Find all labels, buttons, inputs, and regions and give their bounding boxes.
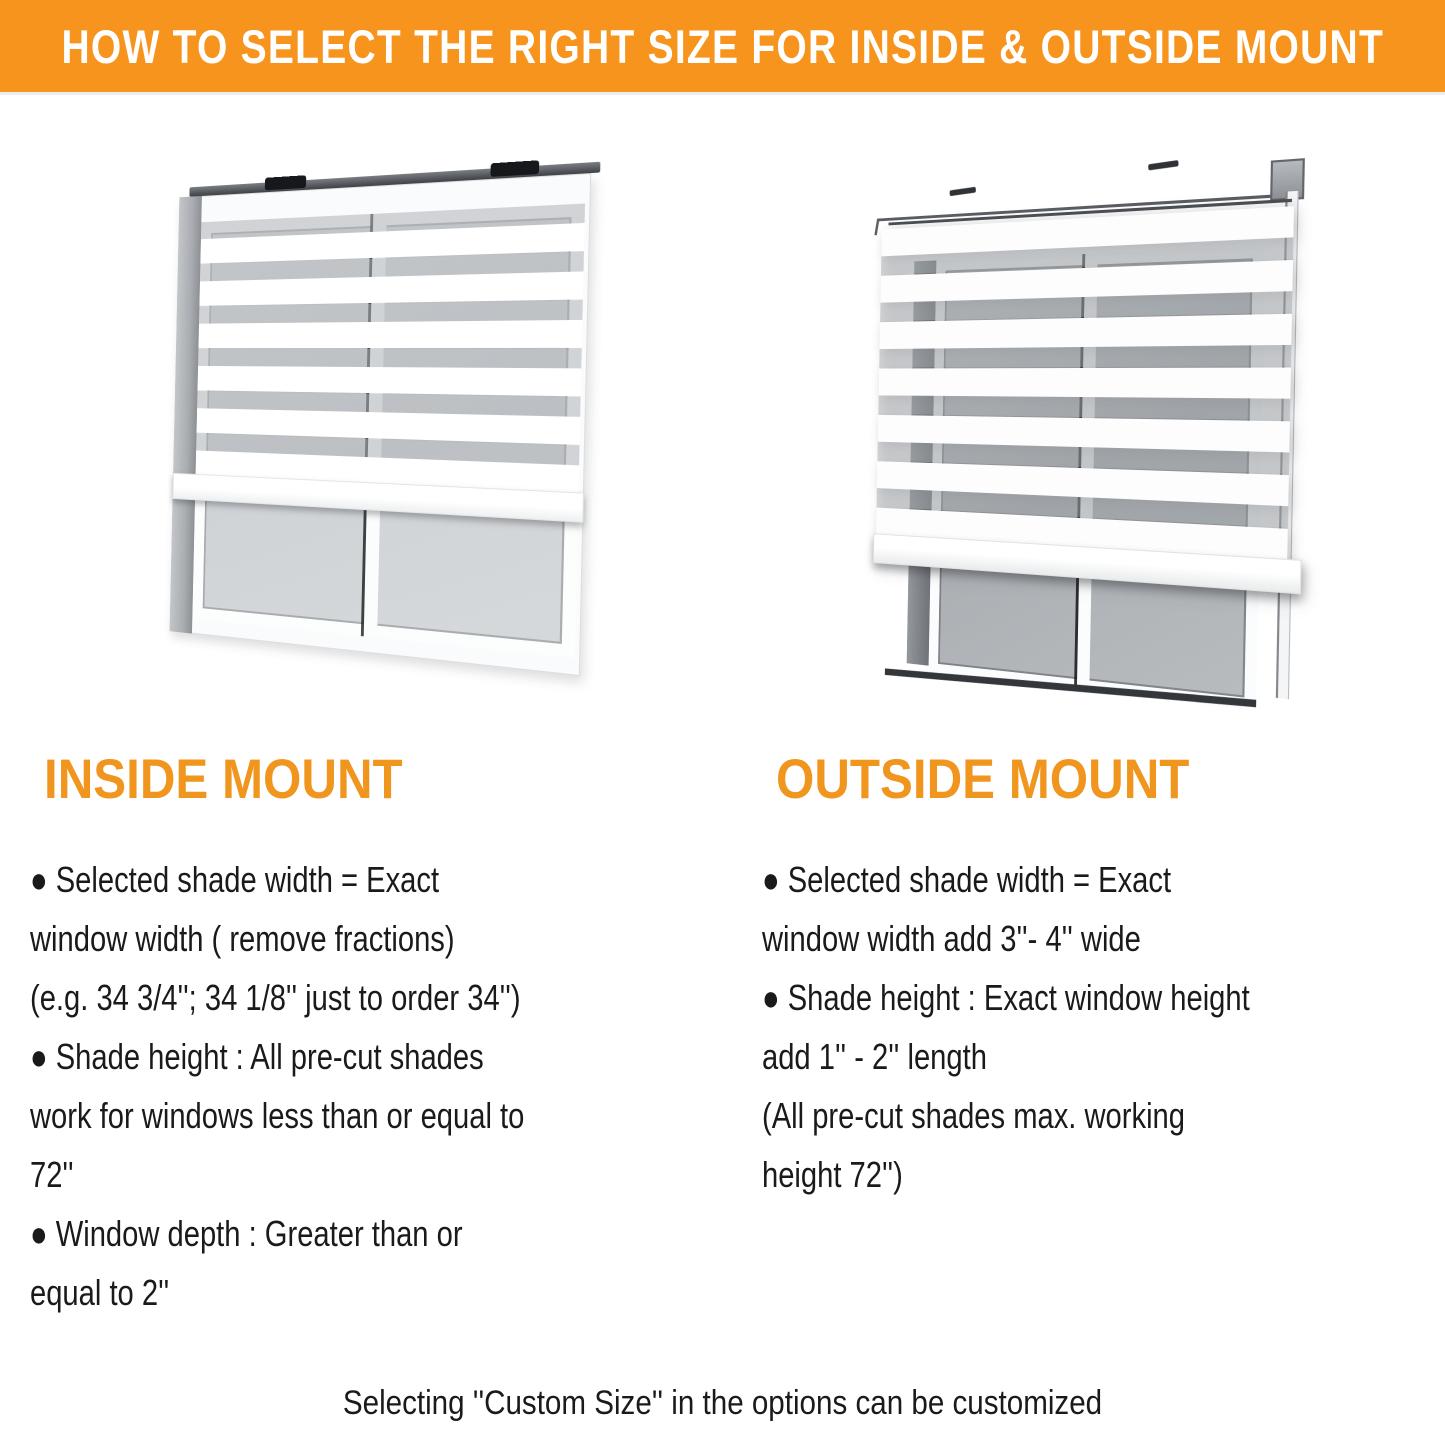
wall-screw-mark-icon <box>950 187 976 196</box>
inside-mount-window <box>170 158 592 676</box>
zebra-shade-stripes <box>196 204 585 495</box>
inside-mount-illustration <box>150 172 580 652</box>
bullet-line: window width add 3''- 4'' wide <box>762 918 1141 959</box>
bullet-line: ● Window depth : Greater than or <box>30 1213 463 1254</box>
outside-mount-section <box>762 747 1432 1204</box>
bullet-line: work for windows less than or equal to <box>30 1095 525 1136</box>
wall-screw-mark-icon <box>1148 160 1178 170</box>
custom-size-note: Selecting ''Custom Size'' in the options can be customized <box>342 1384 1103 1422</box>
outside-mount-bullets <box>762 850 1432 1204</box>
bullet-line: ● Shade height : Exact window height <box>762 977 1250 1018</box>
mount-clip-icon <box>490 160 539 177</box>
outside-mount-heading: OUTSIDE MOUNT <box>776 747 1190 810</box>
window-frame <box>170 173 592 676</box>
bullet-line: ● Shade height : All pre-cut shades <box>30 1036 484 1077</box>
outside-mount-illustration <box>845 168 1315 688</box>
bullet-line: window width ( remove fractions) <box>30 918 455 959</box>
footer-note-area <box>0 1384 1445 1423</box>
window-opening <box>192 204 585 659</box>
inside-mount-heading: INSIDE MOUNT <box>44 747 403 810</box>
inside-mount-section <box>30 747 700 1322</box>
zebra-shade-stripes <box>876 206 1294 561</box>
banner <box>0 0 1445 95</box>
zebra-shade <box>875 206 1294 593</box>
bullet-line: (e.g. 34 3/4''; 34 1/8'' just to order 34'') <box>30 977 521 1018</box>
bullet-line: 72'' <box>30 1154 74 1195</box>
bullet-line: ● Selected shade width = Exact <box>30 859 440 900</box>
mount-clip-icon <box>265 175 306 190</box>
banner-title: HOW TO SELECT THE RIGHT SIZE FOR INSIDE & OUTSIDE MOUNT <box>61 19 1384 73</box>
zebra-shade <box>195 204 585 523</box>
bullet-line: add 1'' - 2'' length <box>762 1036 987 1077</box>
bullet-line: (All pre-cut shades max. working <box>762 1095 1185 1136</box>
bullet-line: equal to 2'' <box>30 1272 170 1313</box>
outside-mount-window <box>869 150 1329 716</box>
bullet-line: height 72'') <box>762 1154 903 1195</box>
bullet-line: ● Selected shade width = Exact <box>762 859 1172 900</box>
inside-mount-bullets <box>30 850 700 1322</box>
